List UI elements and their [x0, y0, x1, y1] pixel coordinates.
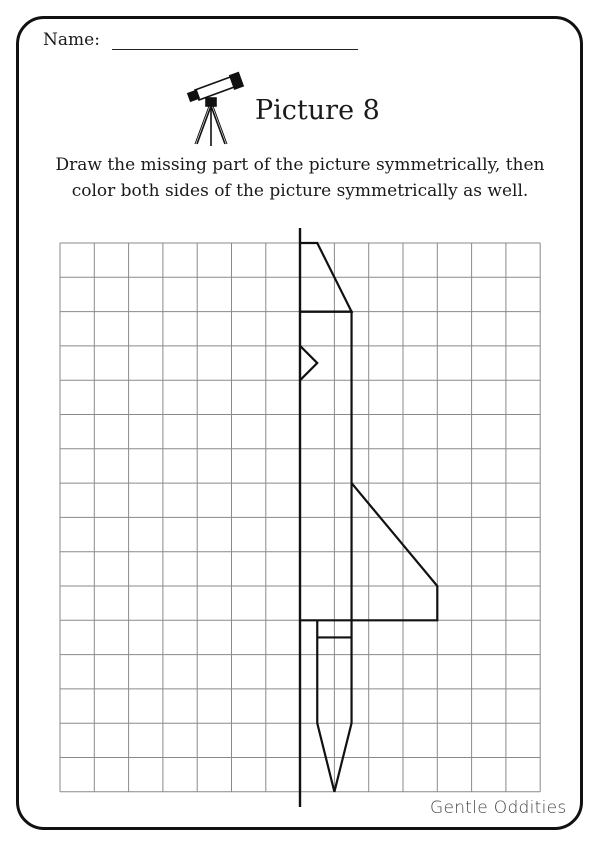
shape-window [300, 346, 317, 380]
instruction-line-2: color both sides of the picture symmetrically as well. [71, 181, 529, 201]
instruction-line-1: Draw the missing part of the picture symmetrically, then [55, 155, 545, 175]
name-label: Name: [43, 30, 100, 50]
shape-body [300, 312, 351, 621]
brand-logo: Gentle Oddities [430, 798, 567, 818]
page-title: Picture 8 [255, 94, 380, 126]
